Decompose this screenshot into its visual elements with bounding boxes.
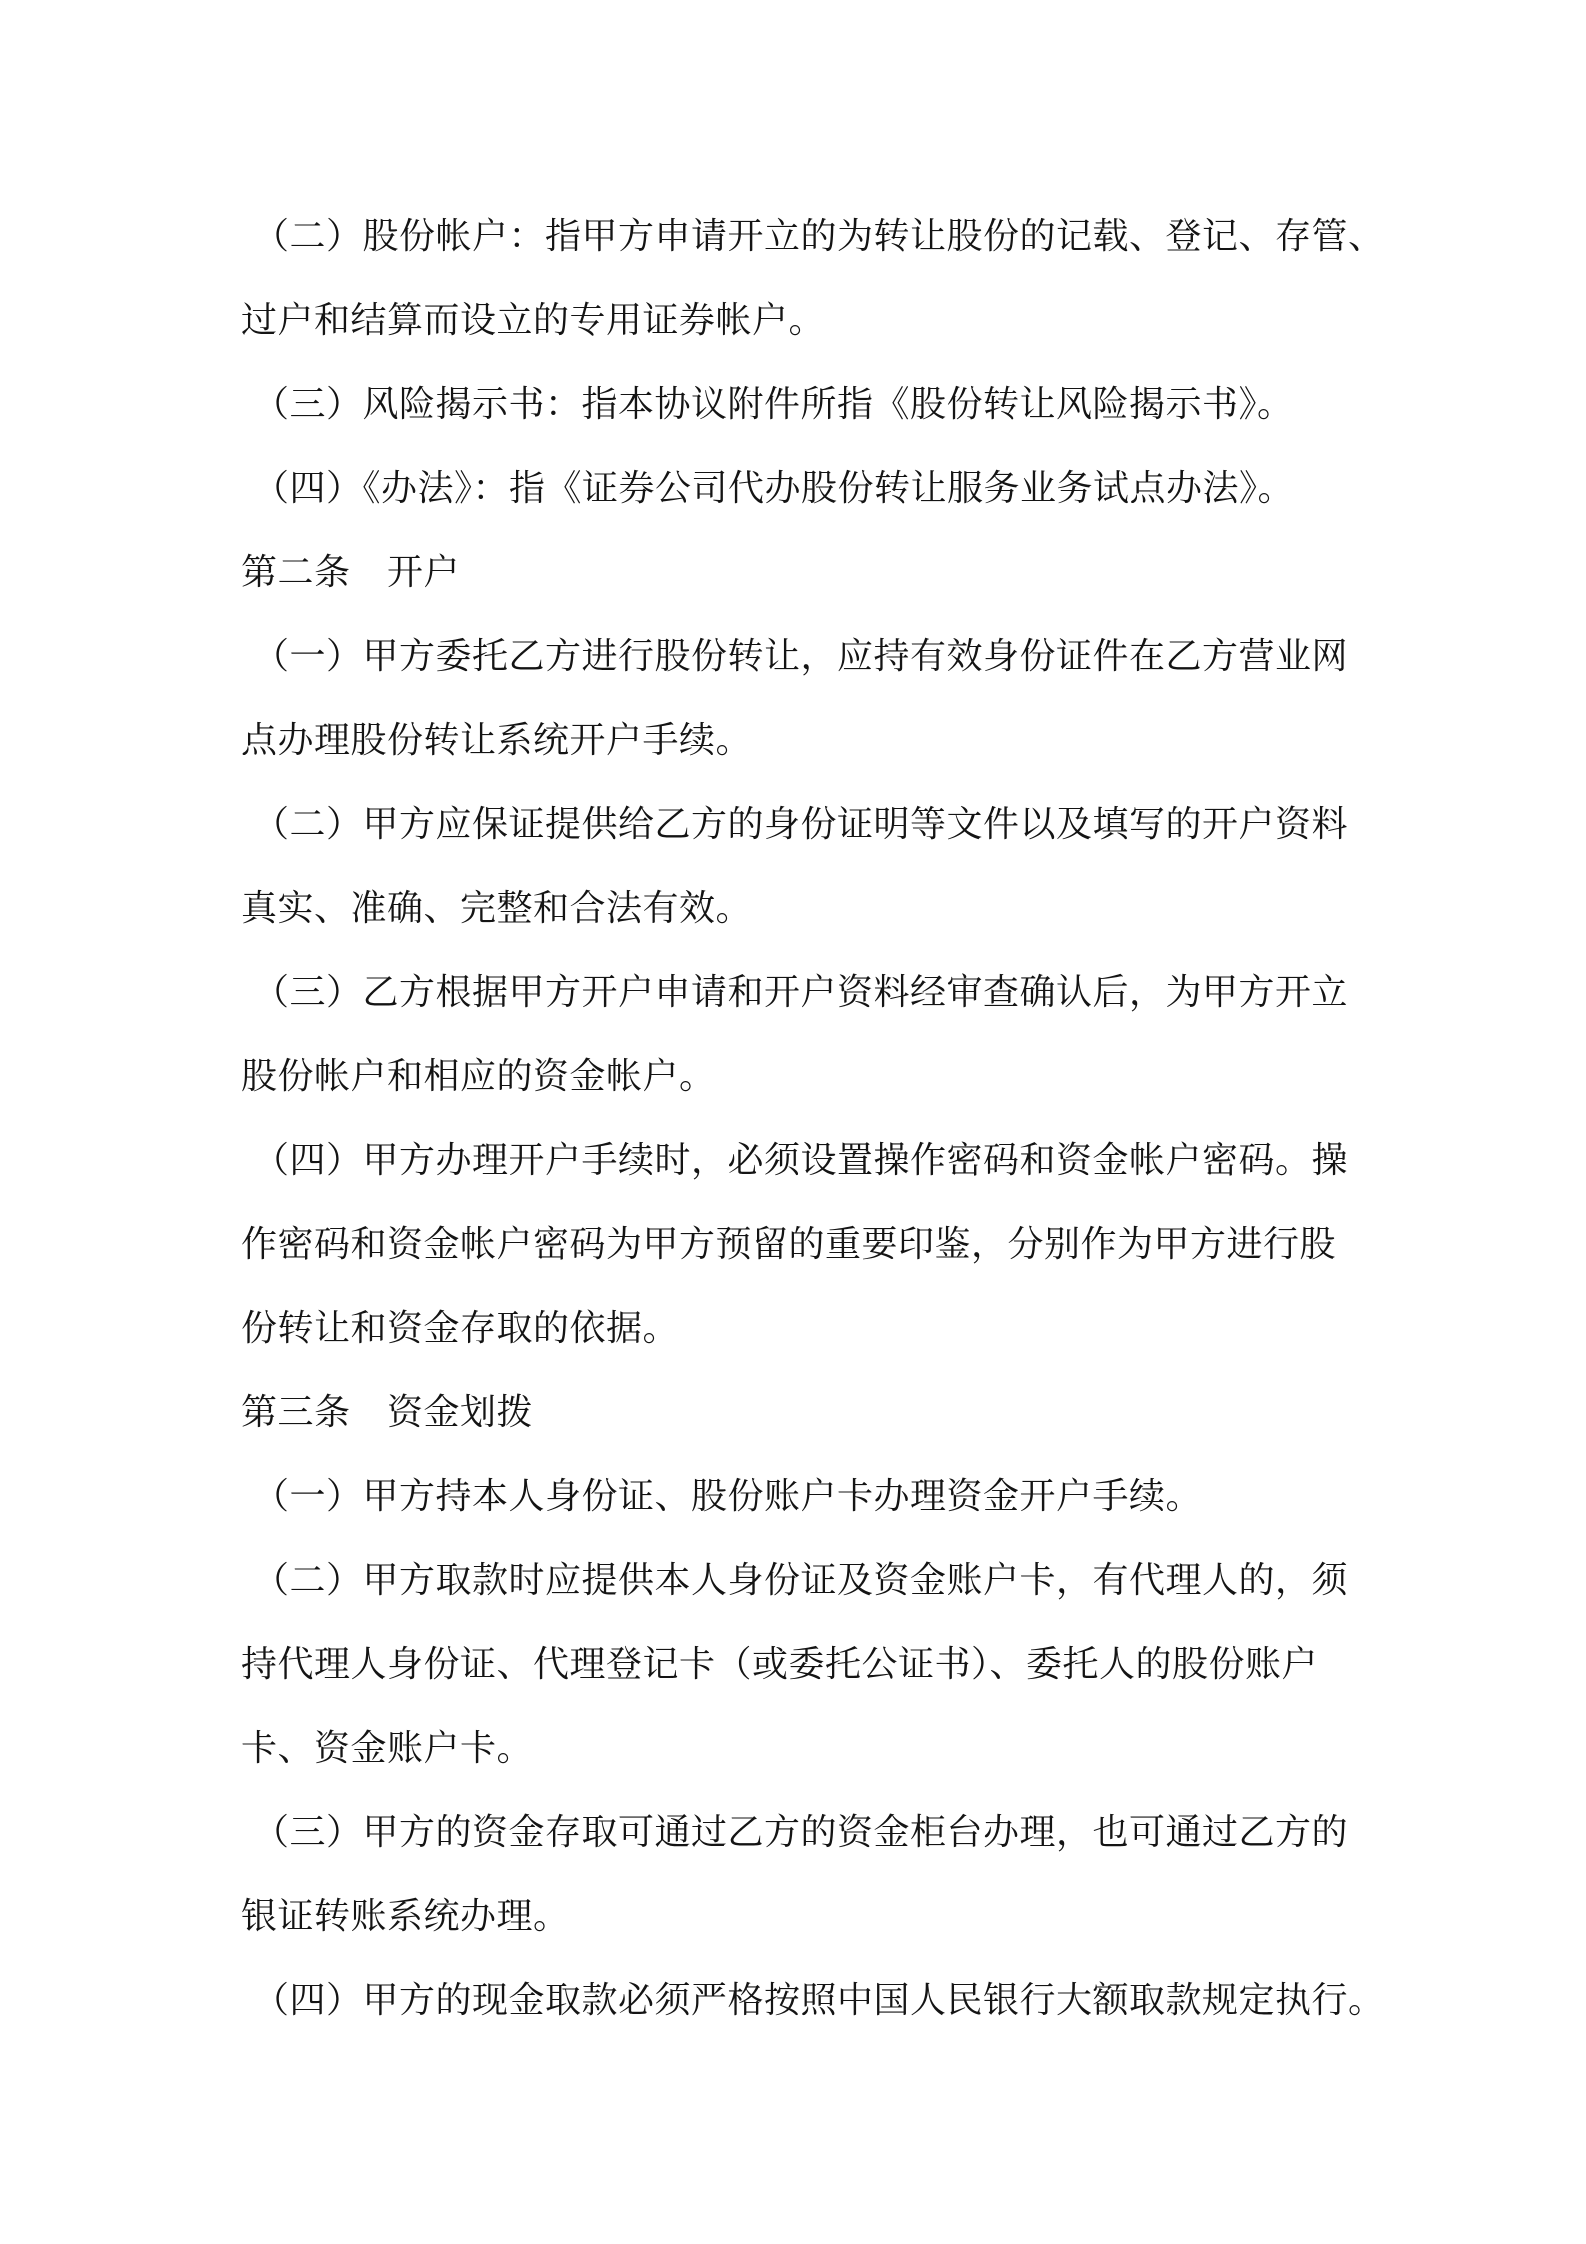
clause-line: （三）乙方根据甲方开户申请和开户资料经审查确认后，为甲方开立 — [253, 972, 1349, 1013]
clause-line: （二）甲方应保证提供给乙方的身份证明等文件以及填写的开户资料 — [253, 804, 1349, 845]
article-heading: 第三条 资金划拨 — [241, 1392, 534, 1433]
clause-line: （二）甲方取款时应提供本人身份证及资金账户卡，有代理人的，须 — [253, 1560, 1349, 1601]
clause-line: 过户和结算而设立的专用证券帐户。 — [241, 300, 826, 341]
clause-line: （四）甲方办理开户手续时，必须设置操作密码和资金帐户密码。操 — [253, 1140, 1349, 1181]
clause-line: 点办理股份转让系统开户手续。 — [241, 720, 753, 761]
clause-line: 份转让和资金存取的依据。 — [241, 1308, 680, 1349]
article-heading: 第二条 开户 — [241, 552, 461, 593]
clause-line: （三）风险揭示书：指本协议附件所指《股份转让风险揭示书》。 — [253, 384, 1294, 425]
clause-line: （一）甲方委托乙方进行股份转让，应持有效身份证件在乙方营业网 — [253, 636, 1349, 677]
clause-line: 股份帐户和相应的资金帐户。 — [241, 1056, 716, 1097]
clause-line: （二）股份帐户：指甲方申请开立的为转让股份的记载、登记、存管、 — [253, 216, 1385, 257]
clause-line: 银证转账系统办理。 — [241, 1896, 570, 1937]
clause-line: 持代理人身份证、代理登记卡（或委托公证书）、委托人的股份账户 — [241, 1644, 1319, 1685]
document-body — [241, 195, 1391, 2043]
clause-line: 真实、准确、完整和合法有效。 — [241, 888, 753, 929]
clause-line: （一）甲方持本人身份证、股份账户卡办理资金开户手续。 — [253, 1476, 1203, 1517]
clause-line: 作密码和资金帐户密码为甲方预留的重要印鉴，分别作为甲方进行股 — [241, 1224, 1337, 1265]
clause-line: （四）《办法》：指《证券公司代办股份转让服务业务试点办法》。 — [253, 468, 1295, 509]
clause-line: （三）甲方的资金存取可通过乙方的资金柜台办理，也可通过乙方的 — [253, 1812, 1349, 1853]
clause-line: （四）甲方的现金取款必须严格按照中国人民银行大额取款规定执行。 — [253, 1980, 1385, 2021]
clause-line: 卡、资金账户卡。 — [241, 1728, 534, 1769]
